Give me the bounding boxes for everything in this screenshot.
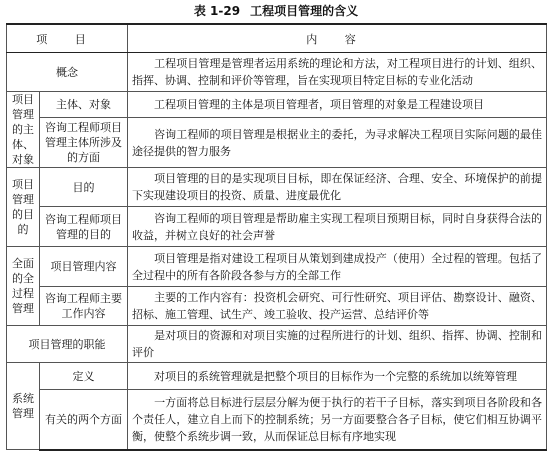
row-concept [7, 53, 547, 92]
row-purpose-2 [7, 207, 547, 247]
row-subject-1 [7, 92, 547, 118]
row-content-text: 咨询工程师的项目管理是帮助雇主实现工程项目预期目标，同时自身获得合法的收益，并树立良好的社会声誉 [132, 211, 542, 242]
row-label: 主体、对象 [40, 92, 128, 118]
row-label: 有关的两个方面 [40, 390, 128, 450]
header-item: 项 目 [7, 24, 128, 53]
row-content [128, 390, 547, 450]
row-content [128, 168, 547, 207]
category-system: 系统管理 [7, 363, 40, 450]
row-content [128, 92, 547, 118]
row-content [128, 53, 547, 92]
row-label: 咨询工程师项目管理的目的 [40, 207, 128, 247]
category-purpose: 项目管理的目的 [7, 168, 40, 247]
row-content [128, 207, 547, 247]
row-process-2 [7, 287, 547, 326]
row-content-text: 工程项目管理是管理者运用系统的理论和方法，对工程项目进行的计划、组织、指挥、协调、控制和评价等管理，旨在实现项目特定目标的专业化活动 [132, 57, 542, 87]
row-label: 定义 [40, 363, 128, 390]
row-content-text: 工程项目管理的主体是项目管理者，项目管理的对象是工程建设项目 [154, 98, 484, 111]
row-label: 咨询工程师项目管理主体所涉及的方面 [40, 118, 128, 168]
table-title-text: 工程项目管理的含义 [250, 4, 359, 18]
row-content-text: 咨询工程师的项目管理是根据业主的委托，为寻求解决工程项目实际问题的最佳途径提供的智力服务 [132, 127, 542, 158]
row-subject-2 [7, 118, 547, 168]
row-content [128, 247, 547, 287]
category-process: 全面的全过程管理 [7, 247, 40, 326]
row-process-1 [7, 247, 547, 287]
row-label: 目的 [40, 168, 128, 207]
meaning-table [6, 23, 547, 451]
row-content-text: 是对项目的资源和对项目实施的过程所进行的计划、组织、指挥、协调、控制和评价 [132, 329, 542, 359]
row-content-text: 主要的工作内容有：投资机会研究、可行性研究、项目评估、勘察设计、融资、招标、施工管理、试生产、竣工验收、投产运营、总结评价等 [132, 291, 542, 321]
row-label: 概念 [7, 53, 128, 92]
row-content [128, 287, 547, 326]
row-content [128, 326, 547, 363]
row-label: 项目管理的职能 [7, 326, 128, 363]
row-function [7, 326, 547, 363]
row-label: 咨询工程师主要工作内容 [40, 287, 128, 326]
row-content-text: 一方面将总目标进行层层分解为便于执行的若干子目标，落实到项目各阶段和各个责任人，建立自上而下的控制系统；另一方面要整合各子目标，使它们相互协调平衡，使整个系统步调一致，从而保证总目标有序地实现 [132, 395, 542, 443]
row-content [128, 363, 547, 390]
header-row [7, 24, 547, 53]
row-content-text: 项目管理是指对建设工程项目从策划到建成投产（使用）全过程的管理。包括了全过程中的所有各阶段各参与方的全部工作 [132, 251, 542, 282]
row-purpose-1 [7, 168, 547, 207]
row-system-1 [7, 363, 547, 390]
row-content [128, 118, 547, 168]
table-title [0, 2, 552, 20]
category-subject: 项目管理的主体、对象 [7, 92, 40, 168]
table-number: 表 1-29 [193, 4, 241, 18]
header-content: 内 容 [128, 24, 547, 53]
row-system-2 [7, 390, 547, 450]
row-label: 项目管理内容 [40, 247, 128, 287]
row-content-text: 对项目的系统管理就是把整个项目的目标作为一个完整的系统加以统筹管理 [154, 369, 517, 383]
row-content-text: 项目管理的目的是实现项目目标，即在保证经济、合理、安全、环境保护的前提下实现建设项目的投资、质量、进度最优化 [132, 172, 542, 202]
